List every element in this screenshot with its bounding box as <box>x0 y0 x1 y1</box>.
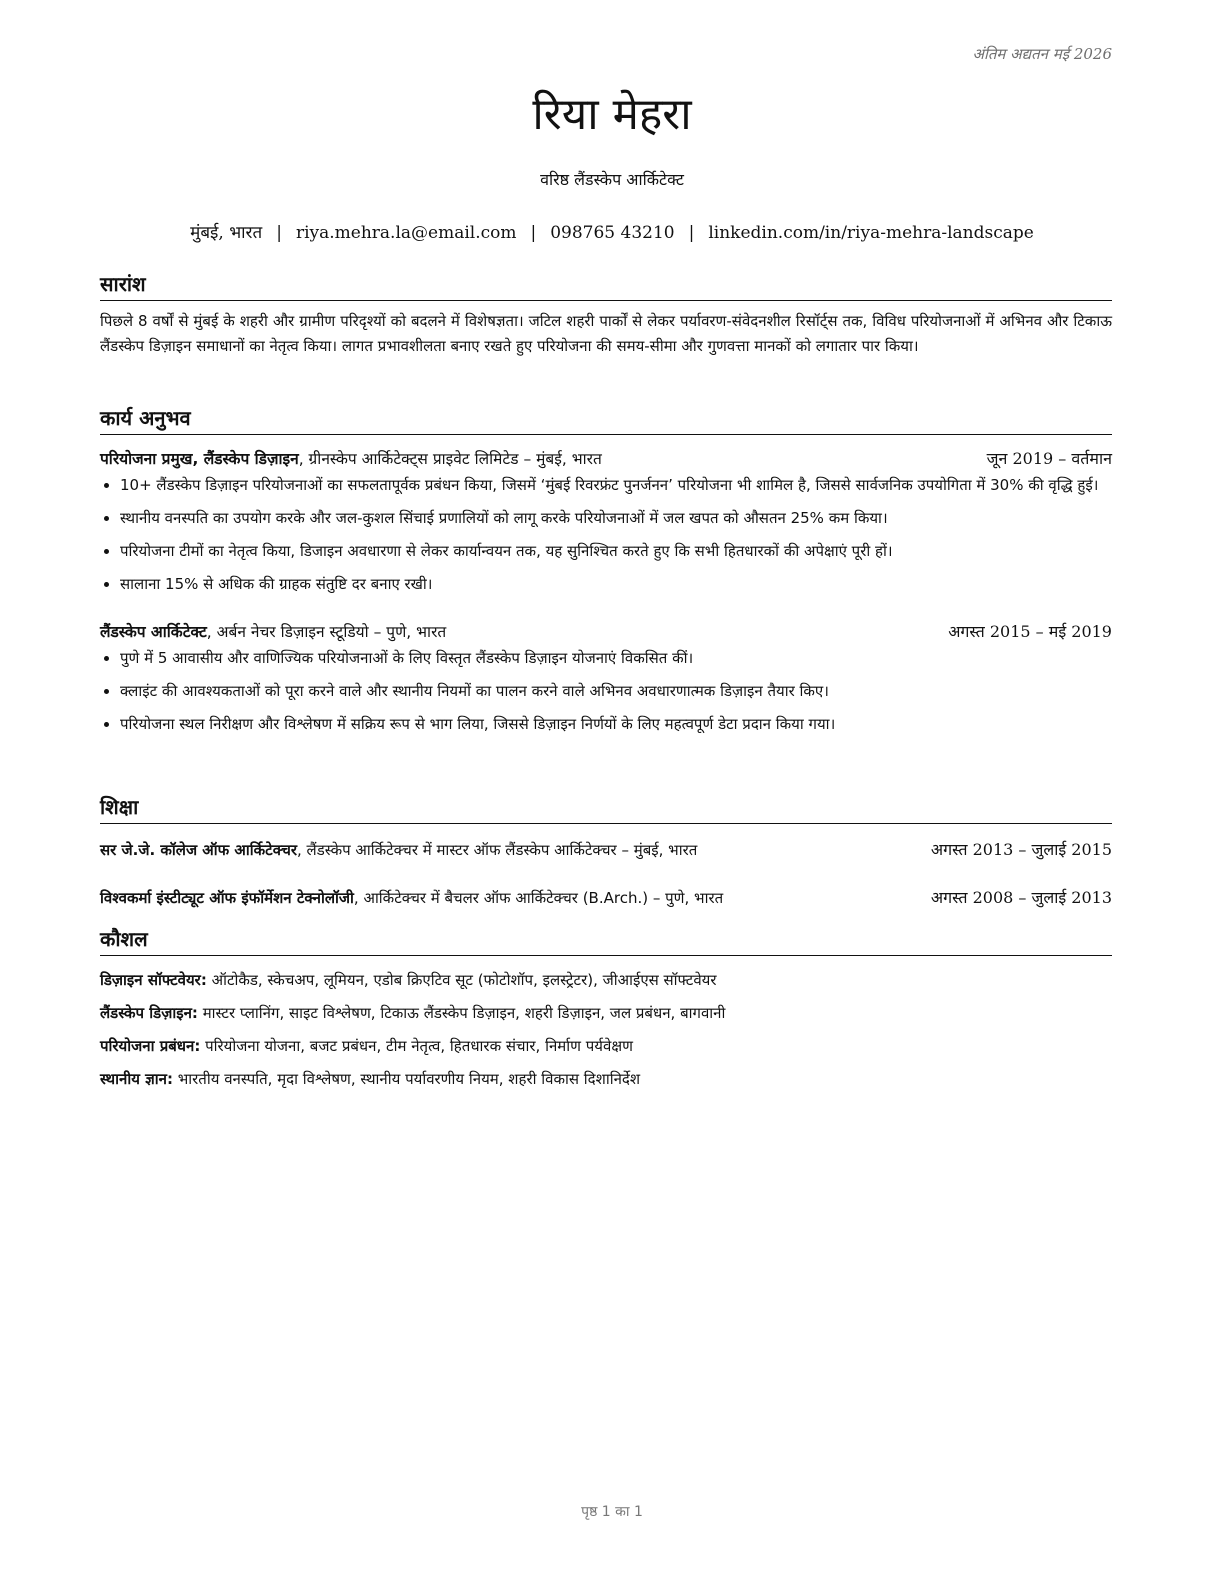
education-detail: , आर्किटेक्चर में बैचलर ऑफ आर्किटेक्चर (B.Arch.) – पुणे, भारत <box>353 889 724 907</box>
page-number: पृष्ठ 1 का 1 <box>581 1504 643 1520</box>
skills-section <box>100 925 1112 1100</box>
education-heading: शिक्षा <box>100 793 1112 824</box>
contact-separator: | <box>530 223 537 243</box>
contact-location: मुंबई, भारत <box>190 223 263 243</box>
job-bullets <box>100 646 1112 736</box>
job-dates: जून 2019 – वर्तमान <box>986 449 1112 468</box>
contact-phone: 098765 43210 <box>550 223 675 243</box>
skill-label: स्थानीय ज्ञान: <box>100 1070 173 1088</box>
summary-text: पिछले 8 वर्षों से मुंबई के शहरी और ग्रामीण परिदृश्यों को बदलने में विशेषज्ञता। जटिल शहरी पार्कों से लेकर पर्यावरण-संवेदनशील रिसॉर्ट्स तक, विविध परियोजनाओं में अभिनव और टिकाऊ लैंडस्केप डिज़ाइन समाधानों का नेतृत्व किया। लागत प्रभावशीलता बनाए रखते हुए परियोजना की समय-सीमा और गुणवत्ता मानकों को लगातार पार किया। <box>100 312 1112 355</box>
job-org: , ग्रीनस्केप आर्किटेक्ट्स प्राइवेट लिमिटेड – मुंबई, भारत <box>298 450 602 468</box>
bullet-item: • परियोजना टीमों का नेतृत्व किया, डिजाइन अवधारणा से लेकर कार्यान्वयन तक, यह सुनिश्चित करते हुए कि सभी हितधारकों की अपेक्षाएं पूरी हों। <box>120 539 1112 563</box>
job-title: वरिष्ठ लैंडस्केप आर्किटेक्ट <box>540 170 684 189</box>
education-text <box>100 840 697 860</box>
contact-linkedin[interactable]: linkedin.com/in/riya-mehra-landscape <box>708 223 1034 243</box>
education-entry <box>100 886 1112 908</box>
bullet-item: • स्थानीय वनस्पति का उपयोग करके और जल-कुशल सिंचाई प्रणालियों को लागू करके परियोजनाओं में जल खपत को औसतन 25% कम किया। <box>120 506 1112 530</box>
job-role-org <box>100 447 602 469</box>
bullet-item: • परियोजना स्थल निरीक्षण और विश्लेषण में सक्रिय रूप से भाग लिया, जिससे डिज़ाइन निर्णयों के लिए महत्वपूर्ण डेटा प्रदान किया गया। <box>120 712 1112 736</box>
job-org: , अर्बन नेचर डिज़ाइन स्टूडियो – पुणे, भारत <box>206 623 447 641</box>
skill-label: लैंडस्केप डिज़ाइन: <box>100 1004 198 1022</box>
skill-value: मास्टर प्लानिंग, साइट विश्लेषण, टिकाऊ लैंडस्केप डिज़ाइन, शहरी डिज़ाइन, जल प्रबंधन, बागवानी <box>197 1004 726 1022</box>
education-dates: अगस्त 2013 – जुलाई 2015 <box>930 840 1112 859</box>
skill-row <box>100 968 1112 992</box>
skill-value: भारतीय वनस्पति, मृदा विश्लेषण, स्थानीय पर्यावरणीय नियम, शहरी विकास दिशानिर्देश <box>172 1070 641 1088</box>
job-entry <box>100 447 1112 596</box>
experience-section <box>100 404 1112 736</box>
job-role: लैंडस्केप आर्किटेक्ट <box>100 623 207 641</box>
contact-line <box>0 220 1224 243</box>
education-institution: सर जे.जे. कॉलेज ऑफ आर्किटेक्चर <box>100 841 298 859</box>
last-updated: अंतिम अद्यतन मई 2026 <box>972 45 1112 63</box>
education-text <box>100 888 723 908</box>
job-bullets <box>100 473 1112 596</box>
job-header <box>100 447 1112 469</box>
education-entry <box>100 838 1112 860</box>
bullet-item: • क्लाइंट की आवश्यकताओं को पूरा करने वाले और स्थानीय नियमों का पालन करने वाले अभिनव अवधारणात्मक डिज़ाइन तैयार किए। <box>120 679 1112 703</box>
skills-heading: कौशल <box>100 925 1112 956</box>
candidate-name: रिया मेहरा <box>532 89 692 140</box>
skill-row <box>100 1067 1112 1091</box>
job-header <box>100 620 1112 642</box>
job-entry <box>100 620 1112 736</box>
contact-separator: | <box>688 223 695 243</box>
job-dates: अगस्त 2015 – मई 2019 <box>948 622 1112 641</box>
education-section <box>100 793 1112 908</box>
education-detail: , लैंडस्केप आर्किटेक्चर में मास्टर ऑफ लैंडस्केप आर्किटेक्चर – मुंबई, भारत <box>297 841 698 859</box>
bullet-item: • 10+ लैंडस्केप डिज़ाइन परियोजनाओं का सफलतापूर्वक प्रबंधन किया, जिसमें ‘मुंबई रिवरफ्रंट पुनर्जनन’ परियोजना भी शामिल है, जिससे सार्वजनिक उपयोगिता में 30% की वृद्धि हुई। <box>120 473 1112 497</box>
skill-row <box>100 1001 1112 1025</box>
skill-label: डिज़ाइन सॉफ्टवेयर: <box>100 971 207 989</box>
job-role: परियोजना प्रमुख, लैंडस्केप डिज़ाइन <box>100 450 299 468</box>
summary-heading: सारांश <box>100 270 1112 301</box>
bullet-item: • सालाना 15% से अधिक की ग्राहक संतुष्टि दर बनाए रखी। <box>120 572 1112 596</box>
contact-separator: | <box>276 223 282 243</box>
bullet-item: • पुणे में 5 आवासीय और वाणिज्यिक परियोजनाओं के लिए विस्तृत लैंडस्केप डिज़ाइन योजनाएं विकसित कीं। <box>120 646 1112 670</box>
skill-label: परियोजना प्रबंधन: <box>100 1037 201 1055</box>
skill-value: परियोजना योजना, बजट प्रबंधन, टीम नेतृत्व, हितधारक संचार, निर्माण पर्यवेक्षण <box>200 1037 633 1055</box>
summary-section <box>100 270 1112 359</box>
experience-heading: कार्य अनुभव <box>100 404 1112 435</box>
skill-row <box>100 1034 1112 1058</box>
skill-value: ऑटोकैड, स्केचअप, लूमियन, एडोब क्रिएटिव सूट (फोटोशॉप, इलस्ट्रेटर), जीआईएस सॉफ्टवेयर <box>206 971 717 989</box>
education-dates: अगस्त 2008 – जुलाई 2013 <box>930 888 1112 907</box>
job-role-org <box>100 620 446 642</box>
education-institution: विश्वकर्मा इंस्टीट्यूट ऑफ इंफॉर्मेशन टेक्नोलॉजी <box>100 889 354 907</box>
contact-email[interactable]: riya.mehra.la@email.com <box>295 223 517 243</box>
